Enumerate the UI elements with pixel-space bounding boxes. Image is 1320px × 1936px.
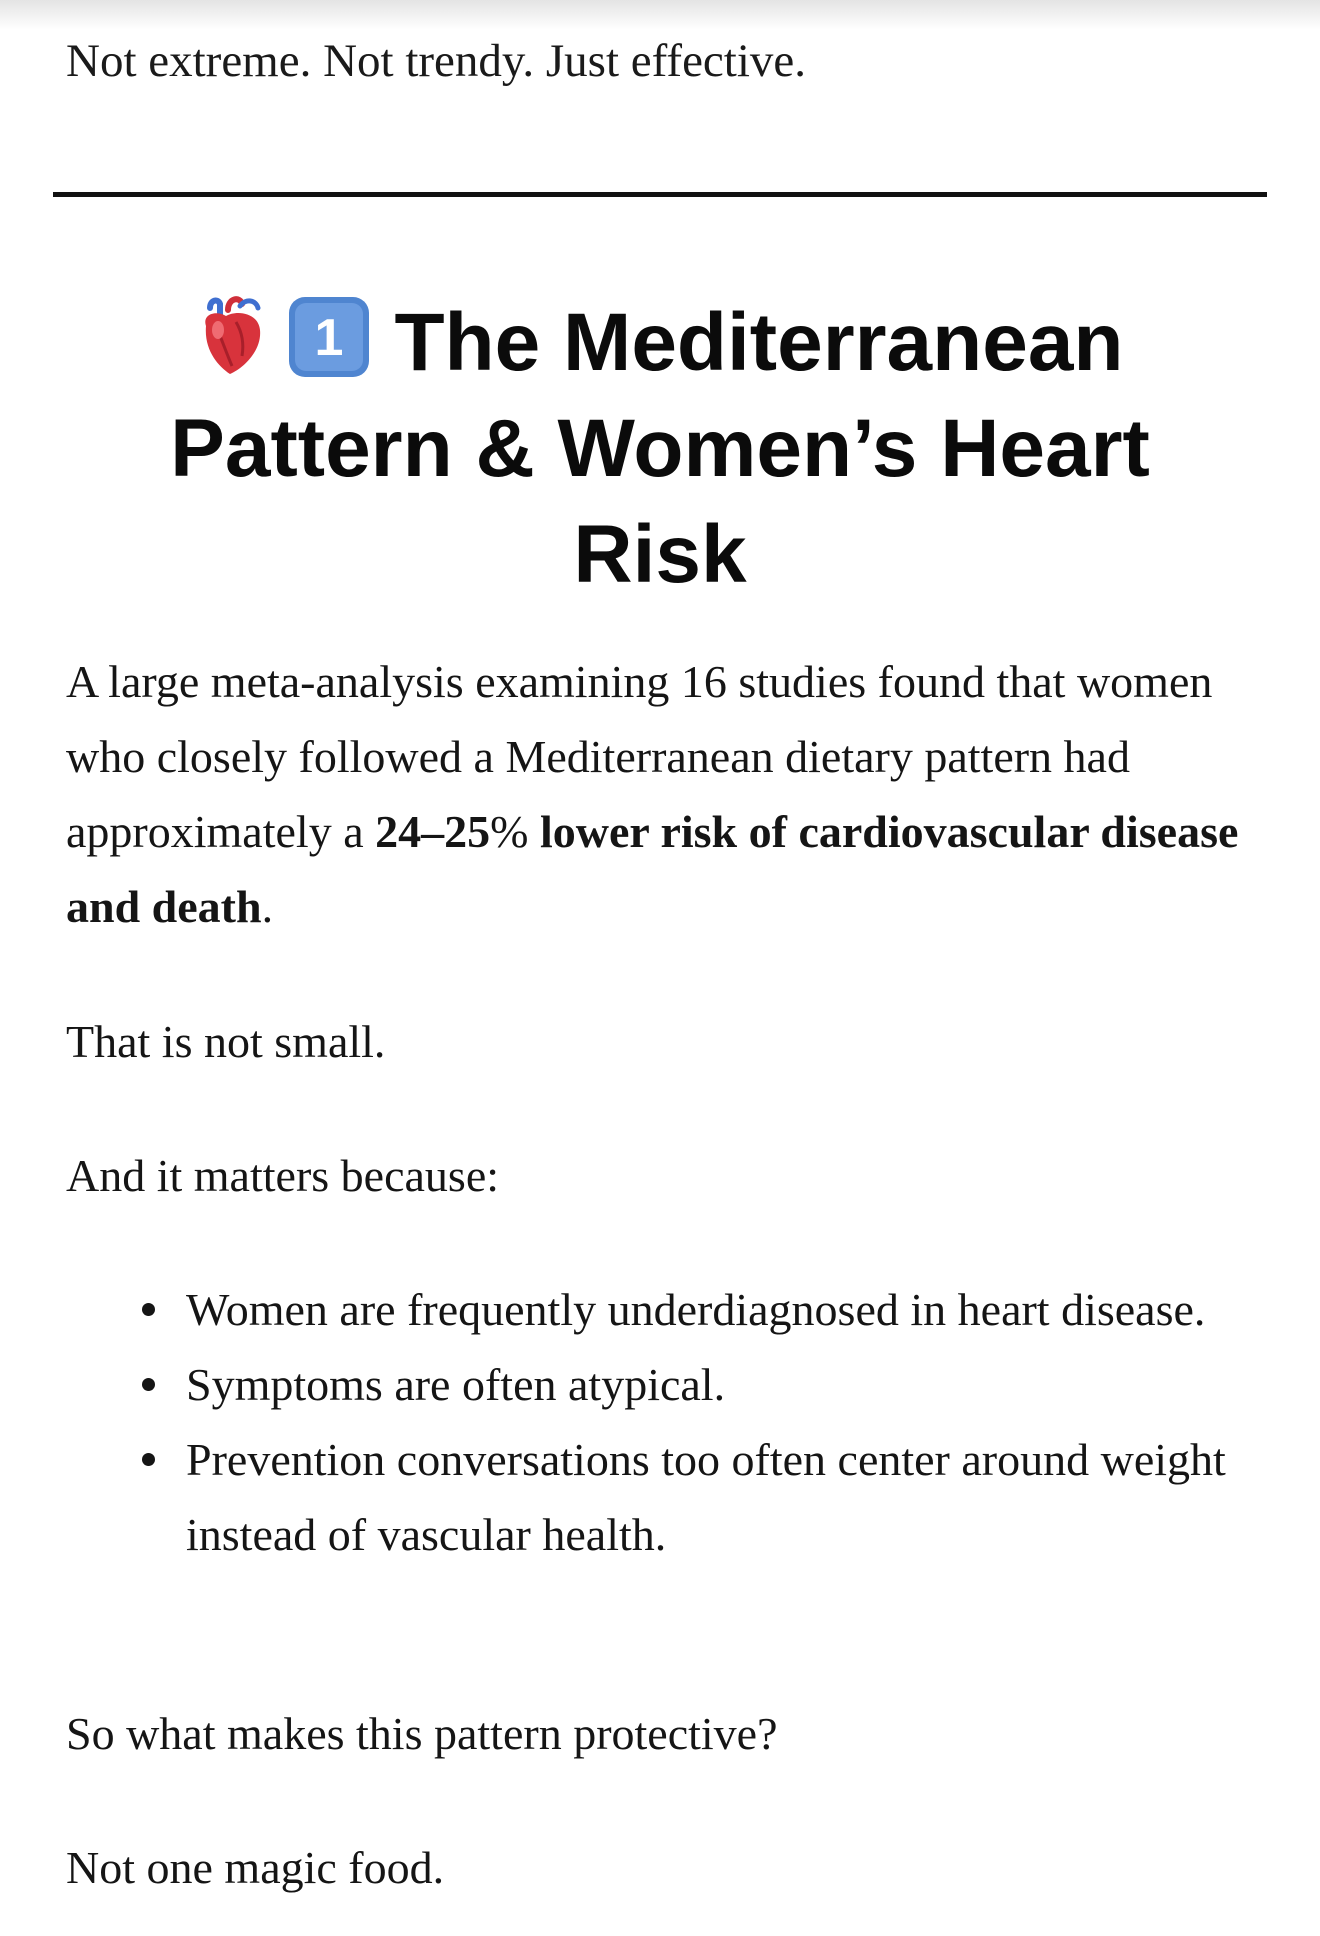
section-divider	[53, 192, 1267, 197]
list-item	[186, 1272, 1256, 1347]
bold-risk-text: lower risk of cardiovascular disease and death	[66, 806, 1239, 932]
list-item-text: Women are frequently underdiagnosed in heart disease.	[186, 1284, 1206, 1335]
paragraph-text: A large meta-analysis examining 16 studies found that women who closely followed a Mediterranean dietary pattern had approximately a	[66, 656, 1213, 857]
paragraph-question: So what makes this pattern protective?	[66, 1708, 778, 1759]
section-heading	[110, 290, 1210, 608]
meta-analysis-paragraph	[66, 644, 1246, 944]
intro-line: Not extreme. Not trendy. Just effective.	[66, 35, 807, 87]
reasons-list	[66, 1272, 1256, 1572]
list-item	[186, 1347, 1256, 1422]
list-item-text: Symptoms are often atypical.	[186, 1359, 726, 1410]
top-scroll-shadow	[0, 0, 1320, 30]
bullet-dot-icon	[142, 1453, 155, 1466]
bullet-dot-icon	[142, 1378, 155, 1391]
paragraph-not-magic: Not one magic food.	[66, 1842, 445, 1893]
bold-risk-value: 24–25	[375, 806, 491, 857]
keycap-one-icon	[286, 294, 372, 380]
bullet-dot-icon	[142, 1303, 155, 1316]
paragraph-period: .	[261, 881, 274, 932]
list-item	[186, 1422, 1256, 1572]
paragraph-it-matters: And it matters because:	[66, 1150, 500, 1201]
list-item-text: Prevention conversations too often center around weight instead of vascular health.	[186, 1434, 1226, 1560]
percent-sign: %	[490, 806, 529, 857]
anatomical-heart-icon	[196, 296, 266, 376]
keycap-number: 1	[314, 309, 344, 367]
paragraph-not-small: That is not small.	[66, 1016, 386, 1067]
section-heading-text: The Mediterranean Pattern & Women’s Heart Risk	[170, 297, 1150, 600]
